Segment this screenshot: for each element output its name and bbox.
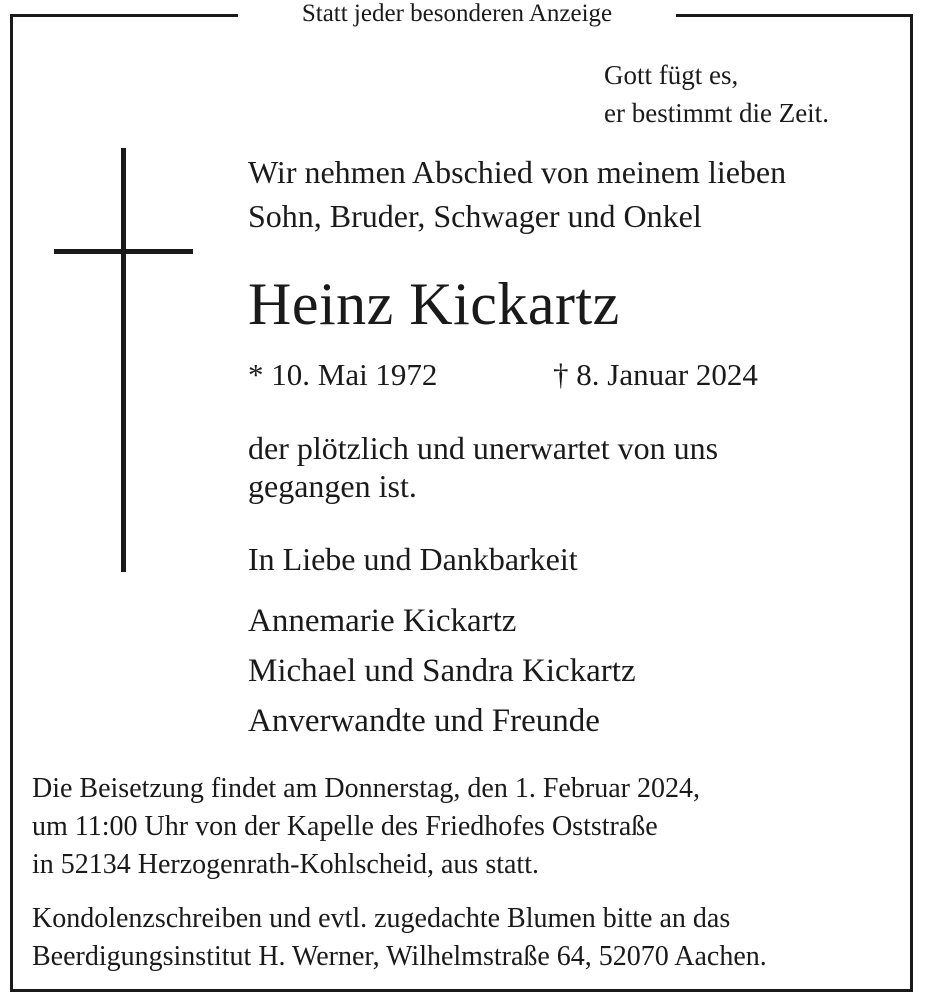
mourner-name: Anverwandte und Freunde bbox=[248, 703, 600, 739]
death-date: † 8. Januar 2024 bbox=[553, 357, 758, 392]
circumstance-line: der plötzlich und unerwartet von uns bbox=[248, 430, 719, 466]
motto-line: Gott fügt es, bbox=[604, 60, 739, 90]
funeral-line: in 52134 Herzogenrath-Kohlscheid, aus statt. bbox=[32, 849, 539, 880]
funeral-line: um 11:00 Uhr von der Kapelle des Friedhofes Oststraße bbox=[32, 811, 658, 842]
intro-line: Wir nehmen Abschied von meinem lieben bbox=[248, 154, 787, 190]
funeral-line: Die Beisetzung findet am Donnerstag, den 1. Februar 2024, bbox=[32, 773, 700, 804]
condolence-line: Kondolenzschreiben und evtl. zugedachte Blumen bitte an das bbox=[32, 903, 731, 934]
cross-icon bbox=[121, 148, 126, 572]
cross-icon-bar bbox=[54, 249, 193, 254]
funeral-info bbox=[32, 770, 700, 884]
intro-text bbox=[248, 150, 786, 238]
condolence-line: Beerdigungsinstitut H. Werner, Wilhelmstraße 64, 52070 Aachen. bbox=[32, 941, 767, 972]
circumstance-line: gegangen ist. bbox=[248, 468, 417, 504]
deceased-name: Heinz Kickartz bbox=[248, 271, 620, 337]
intro-line: Sohn, Bruder, Schwager und Onkel bbox=[248, 198, 702, 234]
mourners-list bbox=[248, 596, 636, 746]
mourner-name: Michael und Sandra Kickartz bbox=[248, 653, 636, 689]
birth-date: * 10. Mai 1972 bbox=[248, 357, 438, 392]
condolence-info bbox=[32, 900, 767, 976]
notice-header: Statt jeder besonderen Anzeige bbox=[238, 0, 676, 26]
closing-phrase: In Liebe und Dankbarkeit bbox=[248, 541, 578, 577]
motto-line: er bestimmt die Zeit. bbox=[604, 98, 829, 128]
motto bbox=[604, 56, 829, 132]
mourner-name: Annemarie Kickartz bbox=[248, 603, 517, 639]
circumstance-text bbox=[248, 429, 718, 505]
